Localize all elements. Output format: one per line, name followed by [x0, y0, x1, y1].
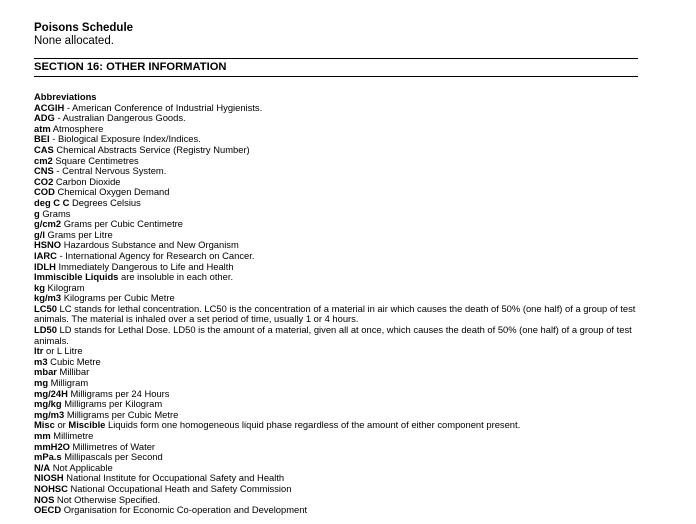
section-16-title: SECTION 16: OTHER INFORMATION [34, 61, 227, 73]
abbreviation-term: CO2 [34, 175, 54, 187]
abbreviation-term: mPa.s [34, 451, 62, 463]
abbreviation-item [34, 198, 638, 209]
abbreviation-item [34, 219, 638, 230]
abbreviation-item [34, 505, 638, 516]
abbreviation-description: - International Agency for Research on Cancer. [56, 249, 255, 261]
abbreviation-term: ltr [34, 345, 44, 357]
abbreviation-description: Millipascals per Second [61, 451, 163, 463]
abbreviation-description: Atmosphere [50, 122, 104, 134]
poisons-schedule-value: None allocated. [34, 35, 114, 47]
abbreviation-description: or [54, 419, 69, 431]
abbreviation-description: Not Otherwise Specified. [54, 493, 161, 505]
abbreviation-term: BEI [34, 133, 50, 145]
abbreviation-term: LD50 [34, 324, 57, 336]
abbreviation-description: Milligrams per Kilogram [61, 398, 163, 410]
abbreviation-description: Millibar [56, 366, 90, 378]
abbreviation-description: LC stands for lethal concentration. LC50 is the concentration of a material in air which causes the death of 50% (one half) of a group of test animals. The material is inhaled over a set period of time, usually 1 or 4 hours. [34, 302, 636, 325]
abbreviation-description: Chemical Oxygen Demand [54, 186, 170, 198]
abbreviation-description: - Australian Dangerous Goods. [54, 112, 186, 124]
abbreviation-item [34, 420, 638, 431]
abbreviation-description: National Occupational Heath and Safety Commission [67, 482, 292, 494]
abbreviations-heading: Abbreviations [34, 91, 97, 102]
abbreviation-term: CAS [34, 143, 54, 155]
abbreviation-description: Millimetre [50, 430, 94, 441]
abbreviation-term: Immiscible Liquids [34, 271, 119, 283]
abbreviation-term: mm [34, 430, 51, 441]
abbreviation-term: IDLH [34, 260, 56, 272]
abbreviation-description: are insoluble in each other. [118, 271, 234, 283]
abbreviation-description: Square Centimetres [52, 154, 139, 166]
abbreviation-term: mbar [34, 366, 57, 378]
abbreviation-description: Milligrams per Cubic Metre [64, 408, 179, 420]
abbreviation-description: Liquids form one homogeneous liquid phase regardless of the amount of either component present. [105, 419, 521, 431]
abbreviation-item [34, 452, 638, 463]
abbreviation-item [34, 272, 638, 283]
abbreviation-description: Milligrams per 24 Hours [67, 387, 170, 399]
abbreviation-term: mmH2O [34, 440, 70, 452]
abbreviation-term: NOS [34, 493, 55, 505]
section-rule-top [34, 58, 638, 59]
abbreviation-description: - American Conference of Industrial Hygienists. [64, 101, 263, 113]
abbreviation-description: Cubic Metre [47, 355, 101, 367]
abbreviation-term: kg/m3 [34, 292, 62, 304]
abbreviation-term: LC50 [34, 302, 57, 314]
abbreviation-term: mg/24H [34, 387, 68, 399]
abbreviation-term: kg [34, 281, 45, 293]
abbreviation-term: IARC [34, 249, 57, 261]
abbreviation-term: NOHSC [34, 482, 68, 494]
abbreviation-description: Carbon Dioxide [53, 175, 121, 187]
section-rule-bottom [34, 76, 638, 77]
abbreviation-description: - Biological Exposure Index/Indices. [49, 133, 201, 145]
abbreviation-term: Misc [34, 419, 55, 431]
abbreviation-item [34, 346, 638, 357]
abbreviation-term: NIOSH [34, 472, 64, 484]
abbreviation-description: Grams [39, 207, 71, 219]
abbreviation-description: National Institute for Occupational Safety and Health [63, 472, 285, 484]
abbreviation-description: Degrees Celsius [69, 196, 141, 208]
abbreviation-description: Immediately Dangerous to Life and Health [55, 260, 234, 272]
abbreviation-item [34, 113, 638, 124]
abbreviation-term: mg/kg [34, 398, 62, 410]
abbreviation-description: Grams per Cubic Centimetre [61, 218, 184, 230]
abbreviation-description: Milligram [48, 377, 89, 389]
abbreviation-description: Chemical Abstracts Service (Registry Number) [53, 143, 250, 155]
abbreviation-term: atm [34, 122, 51, 134]
abbreviation-term: g [34, 207, 40, 219]
abbreviation-item [34, 367, 638, 378]
abbreviation-term: m3 [34, 355, 48, 367]
abbreviation-term: cm2 [34, 154, 53, 166]
abbreviation-description: Organisation for Economic Co-operation and Development [61, 504, 308, 516]
abbreviation-term: deg C C [34, 196, 70, 208]
poisons-schedule-title: Poisons Schedule [34, 22, 134, 34]
abbreviation-term: ADG [34, 112, 55, 124]
abbreviation-item [34, 304, 638, 325]
abbreviation-term: mg [34, 377, 49, 389]
abbreviation-description: LD stands for Lethal Dose. LD50 is the amount of a material, given all at once, which causes the death of 50% (one half) of a group of test animals. [34, 324, 632, 346]
abbreviation-description: or L Litre [43, 345, 83, 357]
abbreviation-term: COD [34, 186, 55, 198]
abbreviation-term: g/cm2 [34, 218, 62, 230]
abbreviation-item [34, 325, 638, 346]
abbreviation-term: Miscible [68, 419, 106, 431]
abbreviation-term: g/l [34, 228, 45, 240]
abbreviation-description: Millimetres of Water [69, 440, 156, 452]
abbreviation-item [34, 166, 638, 177]
abbreviation-term: CNS [34, 165, 54, 177]
abbreviation-item [34, 357, 638, 368]
abbreviations-list [34, 103, 638, 516]
abbreviation-description: Hazardous Substance and New Organism [61, 239, 239, 251]
abbreviation-description: Grams per Litre [44, 228, 113, 240]
abbreviation-description: Kilograms per Cubic Metre [61, 292, 175, 304]
abbreviation-description: - Central Nervous System. [53, 165, 167, 177]
abbreviation-term: HSNO [34, 239, 62, 251]
abbreviation-description: Kilogram [44, 281, 85, 293]
abbreviation-description: Not Applicable [50, 461, 113, 473]
abbreviation-term: ACGIH [34, 101, 65, 113]
abbreviation-term: mg/m3 [34, 408, 65, 420]
abbreviation-term: N/A [34, 461, 51, 473]
abbreviation-term: OECD [34, 504, 62, 516]
